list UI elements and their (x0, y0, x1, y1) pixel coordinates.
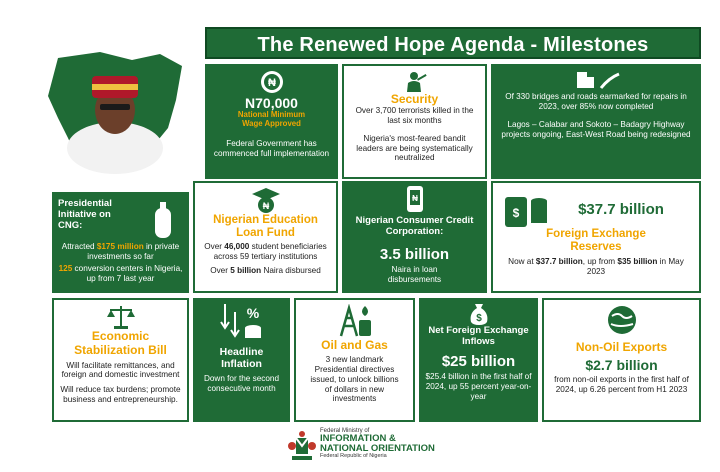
card-education-loan (193, 181, 338, 293)
header-banner (205, 27, 701, 59)
consumer-credit-amount: 3.5 billion (379, 245, 450, 263)
stabilization-text-1: Will facilitate remittances, and foreign and domestic investment (61, 360, 180, 380)
infrastructure-text-2: Lagos – Calabar and Sokoto – Badagry Highway projects ongoing, East-West Road being redesigned (501, 119, 691, 139)
gas-cylinder-icon (152, 200, 174, 240)
stabilization-text-2: Will reduce tax burdens; promote business and entrepreneurship. (60, 385, 181, 405)
education-text-2c: Naira disbursed (261, 266, 321, 276)
card-security (342, 64, 487, 179)
nigeria-map-portrait (40, 40, 190, 180)
card-fx-inflows (419, 298, 538, 422)
stabilization-title: Economic Stabilization Bill (74, 329, 167, 357)
card-minimum-wage (205, 64, 338, 179)
money-bag-icon (468, 302, 490, 326)
fx-reserves-amount: $37.7 billion (578, 201, 664, 218)
inflation-text: Down for the second consecutive month (203, 374, 280, 393)
footer-ministry-sub: Federal Republic of Nigeria (320, 453, 387, 460)
oil-gas-title: Oil and Gas (321, 338, 388, 352)
fx-reserves-text-a: Now at (508, 257, 536, 267)
card-oil-gas (294, 298, 415, 422)
oil-rig-icon (335, 304, 375, 338)
security-title: Security (390, 92, 439, 106)
fx-reserves-text-d: $35 billion (617, 257, 658, 267)
footer-ministry (288, 428, 448, 466)
svg-text:₦: ₦ (267, 77, 276, 89)
fx-reserves-text-b: $37.7 billion (535, 257, 583, 267)
phone-naira-icon (404, 185, 426, 213)
down-arrows-percent-icon (219, 302, 265, 342)
card-infrastructure (491, 64, 701, 179)
page-title: The Renewed Hope Agenda - Milestones (257, 34, 649, 56)
fx-reserves-title: Foreign Exchange Reserves (546, 228, 646, 254)
cng-text-1a: Attracted (61, 241, 97, 251)
svg-text:%: % (246, 305, 259, 321)
education-text-1b: 46,000 (224, 242, 250, 252)
card-cng (52, 192, 189, 293)
fx-inflows-text: $25.4 billion in the first half of 2024, up 55 percent year-on-year (425, 371, 532, 401)
footer-ministry-line: Federal Ministry of (320, 428, 370, 434)
infrastructure-text-1: Of 330 bridges and roads earmarked for repairs in 2023, over 85% now completed (505, 92, 687, 111)
money-stack-icon (503, 187, 549, 231)
education-text-1a: Over (204, 242, 225, 252)
min-wage-subtitle-2: Wage Approved (242, 118, 301, 128)
consumer-credit-text: Naira in loan disbursements (387, 264, 442, 284)
education-text-1c: student beneficiaries across 59 tertiary institutions (213, 242, 327, 262)
card-fx-reserves (491, 181, 701, 293)
cng-text-2b: conversion centers in Nigeria, up from 7 last year (72, 264, 183, 284)
card-non-oil-exports (542, 298, 701, 422)
min-wage-subtitle-1: National Minimum (237, 110, 306, 119)
svg-text:₦: ₦ (262, 201, 269, 211)
footer-ministry-name-1: INFORMATION & (320, 433, 396, 445)
education-title: Nigerian Education Loan Fund (213, 214, 318, 240)
card-economic-stabilization (52, 298, 189, 422)
min-wage-text: Federal Government has commenced full implementation (213, 138, 330, 158)
non-oil-text: from non-oil exports in the first half of 2024, up 6.26 percent from H1 2023 (554, 375, 689, 394)
non-oil-title: Non-Oil Exports (575, 340, 668, 354)
education-text-2a: Over (210, 266, 231, 276)
buildings-road-icon (571, 68, 621, 90)
fx-inflows-amount: $25 billion (441, 352, 516, 370)
oil-gas-text: 3 new landmark Presidential directives issued, to unlock billions of dollars in new investments (310, 355, 399, 404)
soldier-icon (402, 70, 428, 92)
cng-text-2a: 125 (58, 264, 73, 274)
education-text-2b: 5 billion (230, 266, 262, 276)
card-consumer-credit (342, 181, 487, 293)
cng-text-1b: $175 million (96, 241, 144, 251)
security-text-2: Nigeria's most-feared bandit leaders are being systematically neutralized (356, 133, 473, 163)
scales-icon (106, 304, 136, 330)
fx-reserves-text-c: , up from (582, 257, 618, 267)
security-text-1: Over 3,700 terrorists killed in the last six months (355, 106, 474, 125)
graduation-cap-icon (251, 186, 281, 214)
globe-icon (606, 304, 638, 336)
fx-inflows-title: Net Foreign Exchange Inflows (428, 325, 529, 347)
svg-text:$: $ (475, 313, 482, 324)
consumer-credit-title: Nigerian Consumer Credit Corporation: (355, 215, 474, 238)
cng-title: Presidential Initiative on CNG: (58, 198, 112, 231)
naira-coin-icon (260, 70, 284, 94)
footer-ministry-name-2: NATIONAL ORIENTATION (320, 443, 435, 455)
svg-text:$: $ (512, 206, 520, 220)
card-headline-inflation (193, 298, 290, 422)
non-oil-amount: $2.7 billion (585, 357, 658, 373)
min-wage-amount: N70,000 (245, 95, 298, 111)
inflation-title: Headline Inflation (219, 346, 264, 370)
svg-text:₦: ₦ (411, 194, 418, 203)
cng-text-1c: in private investments so far (87, 241, 180, 261)
coat-of-arms-icon (288, 430, 316, 464)
fx-reserves-text-e: in May 2023 (586, 257, 684, 277)
